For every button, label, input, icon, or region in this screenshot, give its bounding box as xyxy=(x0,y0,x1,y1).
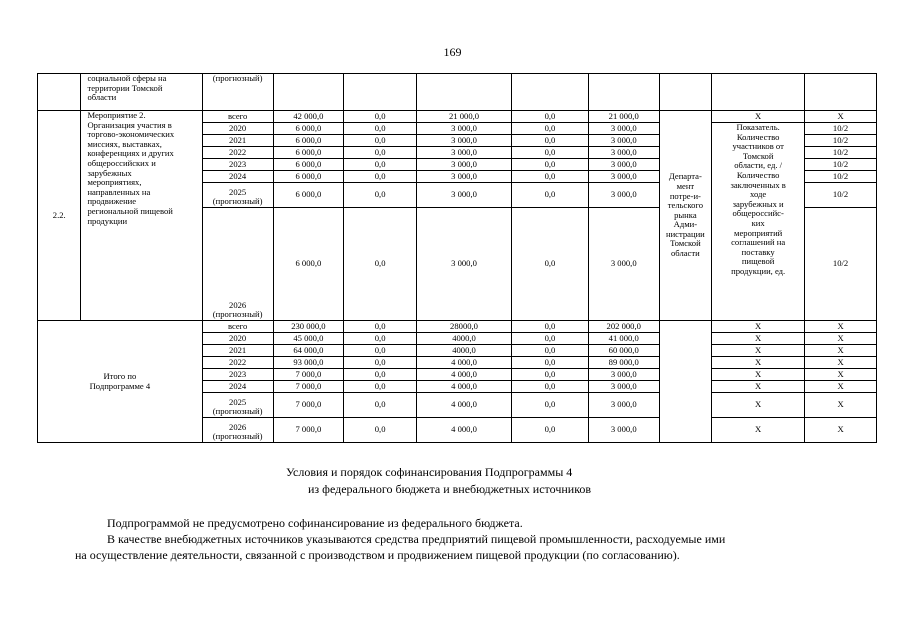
indicator-x-cell: X xyxy=(712,111,805,123)
year-label: 2020 xyxy=(229,332,247,343)
cell-line: пищевой xyxy=(741,256,775,267)
cell-line: Мероприятие 2. xyxy=(87,110,146,120)
cell-line: торгово-экономических xyxy=(87,129,175,140)
total-cell: 64 000,0 xyxy=(273,345,344,357)
federal-cell: 0,0 xyxy=(344,135,417,147)
empty-cell xyxy=(588,74,659,111)
extra-cell: 60 000,0 xyxy=(588,345,659,357)
federal-cell: 0,0 xyxy=(344,381,417,393)
total-cell: 93 000,0 xyxy=(273,357,344,369)
value-cell: X xyxy=(805,393,877,418)
local-cell: 0,0 xyxy=(512,183,589,208)
regional-cell: 4 000,0 xyxy=(417,381,512,393)
federal-cell: 0,0 xyxy=(344,171,417,183)
cell-line: заключенных в xyxy=(730,179,786,190)
local-cell: 0,0 xyxy=(512,208,589,321)
year-cell xyxy=(202,183,273,208)
value-cell: X xyxy=(805,321,877,333)
extra-cell: 89 000,0 xyxy=(588,357,659,369)
cell-line: Показатель. xyxy=(736,122,780,132)
heading-line-1: Условия и порядок софинансирования Подпрограммы 4 xyxy=(286,465,573,479)
year-cell: (прогнозный) xyxy=(202,74,273,111)
cell-line: области xyxy=(87,92,117,103)
year-cell xyxy=(202,393,273,418)
year-note: (прогнозный) xyxy=(212,309,263,320)
regional-cell: 4 000,0 xyxy=(417,393,512,418)
page-number: 169 xyxy=(443,45,462,59)
regional-cell: 3 000,0 xyxy=(417,147,512,159)
value-cell: X xyxy=(805,369,877,381)
extra-cell: 202 000,0 xyxy=(588,321,659,333)
empty-cell xyxy=(712,74,805,111)
cell-line: ких xyxy=(751,217,765,228)
year-label: всего xyxy=(227,320,248,331)
cell-line: мероприятиях, xyxy=(87,177,142,188)
federal-cell: 0,0 xyxy=(344,111,417,123)
federal-cell: 0,0 xyxy=(344,147,417,159)
cell-line: участников от xyxy=(732,141,784,152)
regional-cell: 3 000,0 xyxy=(417,135,512,147)
cell-line: зарубежных xyxy=(87,167,132,178)
year-cell xyxy=(202,111,273,123)
num-cell xyxy=(38,74,81,111)
year-cell xyxy=(202,345,273,357)
federal-cell: 0,0 xyxy=(344,123,417,135)
table-row-event xyxy=(38,111,877,123)
cell-line: продукции xyxy=(87,215,128,226)
extra-cell: 3 000,0 xyxy=(588,369,659,381)
regional-cell: 3 000,0 xyxy=(417,183,512,208)
total-cell: 45 000,0 xyxy=(273,333,344,345)
year-label: 2026 xyxy=(229,299,247,310)
indicator-cell: X xyxy=(712,393,805,418)
value-cell: 10/2 xyxy=(805,135,877,147)
value-cell: X xyxy=(805,418,877,443)
extra-cell: 3 000,0 xyxy=(588,208,659,321)
regional-cell: 3 000,0 xyxy=(417,159,512,171)
year-cell xyxy=(202,159,273,171)
cell-line: Количество xyxy=(736,131,780,142)
value-cell: 10/2 xyxy=(805,183,877,208)
local-cell: 0,0 xyxy=(512,393,589,418)
total-cell: 7 000,0 xyxy=(273,418,344,443)
cell-line: нистрации xyxy=(665,228,705,239)
paragraph-2-line-2: на осуществление деятельности, связанной с производством и продвижением пищевой продукции (по согласованию). xyxy=(75,548,680,562)
cell-line: региональной пищевой xyxy=(87,205,173,216)
heading-line-2: из федерального бюджета и внебюджетных источников xyxy=(308,482,592,496)
total-cell: 6 000,0 xyxy=(273,159,344,171)
extra-cell: 3 000,0 xyxy=(588,183,659,208)
year-cell xyxy=(202,321,273,333)
year-label: 2024 xyxy=(229,380,247,391)
federal-cell: 0,0 xyxy=(344,418,417,443)
year-label: 2026 xyxy=(229,421,247,432)
local-cell: 0,0 xyxy=(512,345,589,357)
value-cell: 10/2 xyxy=(805,123,877,135)
year-label: всего xyxy=(227,110,248,121)
total-label xyxy=(38,321,203,443)
event-number: 2.2. xyxy=(38,111,81,321)
value-cell: X xyxy=(805,381,877,393)
total-cell: 7 000,0 xyxy=(273,393,344,418)
value-cell: X xyxy=(805,357,877,369)
cell-line: общероссийс- xyxy=(732,208,784,219)
cell-line: области, ед. / xyxy=(734,160,783,171)
year-label: 2022 xyxy=(229,146,247,157)
year-note: (прогнозный) xyxy=(212,406,263,417)
year-cell xyxy=(202,171,273,183)
local-cell: 0,0 xyxy=(512,333,589,345)
cell-line: социальной сферы на xyxy=(87,73,167,83)
cell-line: тельского xyxy=(667,200,703,211)
desc-cell xyxy=(81,74,202,111)
table-row-total xyxy=(38,321,877,333)
paragraph-1: Подпрограммой не предусмотрено софинансирование из федерального бюджета. xyxy=(107,516,523,530)
total-cell: 6 000,0 xyxy=(273,208,344,321)
regional-cell: 21 000,0 xyxy=(417,111,512,123)
year-cell xyxy=(202,123,273,135)
cell-line: Итого по xyxy=(103,370,137,381)
cell-line: общероссийских и xyxy=(87,157,156,168)
empty-cell xyxy=(417,74,512,111)
cell-line: зарубежных и xyxy=(732,198,784,209)
cell-line: территории Томской xyxy=(87,82,163,93)
regional-cell: 4000,0 xyxy=(417,345,512,357)
total-cell: 7 000,0 xyxy=(273,369,344,381)
federal-cell: 0,0 xyxy=(344,369,417,381)
total-cell: 6 000,0 xyxy=(273,171,344,183)
cell-line: Томской xyxy=(742,150,774,161)
year-cell xyxy=(202,333,273,345)
paragraph-2-line-1: В качестве внебюджетных источников указываются средства предприятий пищевой промышленности, расходуемые ими xyxy=(107,532,726,546)
year-label: 2021 xyxy=(229,134,247,145)
local-cell: 0,0 xyxy=(512,381,589,393)
year-label: 2022 xyxy=(229,356,247,367)
local-cell: 0,0 xyxy=(512,171,589,183)
year-label: 2020 xyxy=(229,122,247,133)
year-cell xyxy=(202,357,273,369)
extra-cell: 3 000,0 xyxy=(588,393,659,418)
empty-cell xyxy=(805,74,877,111)
total-cell: 7 000,0 xyxy=(273,381,344,393)
year-label: 2025 xyxy=(229,186,247,197)
cell-line: Адми- xyxy=(673,219,698,230)
local-cell: 0,0 xyxy=(512,123,589,135)
executor-cell-empty xyxy=(659,321,712,443)
total-cell: 6 000,0 xyxy=(273,135,344,147)
year-label: 2023 xyxy=(229,158,247,169)
federal-cell: 0,0 xyxy=(344,345,417,357)
regional-cell: 3 000,0 xyxy=(417,123,512,135)
year-cell xyxy=(202,369,273,381)
year-label: 2025 xyxy=(229,396,247,407)
federal-cell: 0,0 xyxy=(344,183,417,208)
indicator-cell: X xyxy=(712,369,805,381)
regional-cell: 4 000,0 xyxy=(417,369,512,381)
cell-line: миссиях, выставках, xyxy=(87,138,162,149)
federal-cell: 0,0 xyxy=(344,333,417,345)
indicator-cell: X xyxy=(712,381,805,393)
extra-cell: 21 000,0 xyxy=(588,111,659,123)
year-cell xyxy=(202,147,273,159)
regional-cell: 28000,0 xyxy=(417,321,512,333)
event-description xyxy=(81,111,202,321)
value-cell: 10/2 xyxy=(805,171,877,183)
year-cell xyxy=(202,418,273,443)
year-label: 2024 xyxy=(229,170,247,181)
indicator-cell: X xyxy=(712,357,805,369)
cell-line: Подпрограмме 4 xyxy=(89,380,151,391)
indicator-cell xyxy=(712,123,805,321)
cell-line: соглашений на xyxy=(731,237,786,248)
local-cell: 0,0 xyxy=(512,159,589,171)
value-cell: X xyxy=(805,333,877,345)
local-cell: 0,0 xyxy=(512,147,589,159)
cell-line: мент xyxy=(676,180,695,191)
local-cell: 0,0 xyxy=(512,111,589,123)
cell-line: направленных на xyxy=(87,186,151,197)
year-cell xyxy=(202,381,273,393)
budget-table xyxy=(37,73,877,443)
empty-cell xyxy=(344,74,417,111)
section-heading xyxy=(0,464,905,498)
body-text xyxy=(75,515,865,563)
federal-cell: 0,0 xyxy=(344,159,417,171)
extra-cell: 3 000,0 xyxy=(588,171,659,183)
cell-line: продвижение xyxy=(87,196,137,207)
local-cell: 0,0 xyxy=(512,135,589,147)
local-cell: 0,0 xyxy=(512,369,589,381)
value-cell: X xyxy=(805,345,877,357)
cell-line: рынка xyxy=(674,209,697,220)
regional-cell: 3 000,0 xyxy=(417,208,512,321)
indicator-cell: X xyxy=(712,333,805,345)
cell-line: потре-и- xyxy=(669,190,701,201)
total-cell: 6 000,0 xyxy=(273,183,344,208)
extra-cell: 3 000,0 xyxy=(588,418,659,443)
total-cell: 6 000,0 xyxy=(273,147,344,159)
extra-cell: 3 000,0 xyxy=(588,147,659,159)
empty-cell xyxy=(659,74,712,111)
value-cell: 10/2 xyxy=(805,159,877,171)
cell-line: Департа- xyxy=(668,171,702,182)
year-label: 2023 xyxy=(229,368,247,379)
total-cell: 42 000,0 xyxy=(273,111,344,123)
total-cell: 6 000,0 xyxy=(273,123,344,135)
executor-cell xyxy=(659,111,712,321)
federal-cell: 0,0 xyxy=(344,321,417,333)
indicator-cell: X xyxy=(712,321,805,333)
regional-cell: 4000,0 xyxy=(417,333,512,345)
cell-line: Томской xyxy=(670,238,701,249)
local-cell: 0,0 xyxy=(512,357,589,369)
cell-line: области xyxy=(671,248,700,259)
local-cell: 0,0 xyxy=(512,418,589,443)
empty-cell xyxy=(273,74,344,111)
value-cell: 10/2 xyxy=(805,208,877,321)
cell-line: конференциях и других xyxy=(87,148,174,159)
indicator-cell: X xyxy=(712,418,805,443)
value-cell: X xyxy=(805,111,877,123)
extra-cell: 3 000,0 xyxy=(588,159,659,171)
empty-cell xyxy=(512,74,589,111)
cell-line: ходе xyxy=(750,189,767,200)
cell-line: Организация участия в xyxy=(87,119,172,130)
total-cell: 230 000,0 xyxy=(273,321,344,333)
cell-line: мероприятий xyxy=(734,227,783,238)
year-label: 2021 xyxy=(229,344,247,355)
cell-line: поставку xyxy=(741,246,775,257)
regional-cell: 4 000,0 xyxy=(417,418,512,443)
value-cell: 10/2 xyxy=(805,147,877,159)
federal-cell: 0,0 xyxy=(344,357,417,369)
indicator-cell: X xyxy=(712,345,805,357)
year-note: (прогнозный) xyxy=(212,196,263,207)
cell-line: продукции, ед. xyxy=(731,265,786,276)
cell-line: Количество xyxy=(736,169,780,180)
regional-cell: 4 000,0 xyxy=(417,357,512,369)
table-row-continuation xyxy=(38,74,877,111)
year-cell xyxy=(202,208,273,321)
extra-cell: 3 000,0 xyxy=(588,123,659,135)
local-cell: 0,0 xyxy=(512,321,589,333)
extra-cell: 41 000,0 xyxy=(588,333,659,345)
federal-cell: 0,0 xyxy=(344,393,417,418)
extra-cell: 3 000,0 xyxy=(588,381,659,393)
federal-cell: 0,0 xyxy=(344,208,417,321)
year-cell xyxy=(202,135,273,147)
regional-cell: 3 000,0 xyxy=(417,171,512,183)
extra-cell: 3 000,0 xyxy=(588,135,659,147)
year-note: (прогнозный) xyxy=(212,431,263,442)
